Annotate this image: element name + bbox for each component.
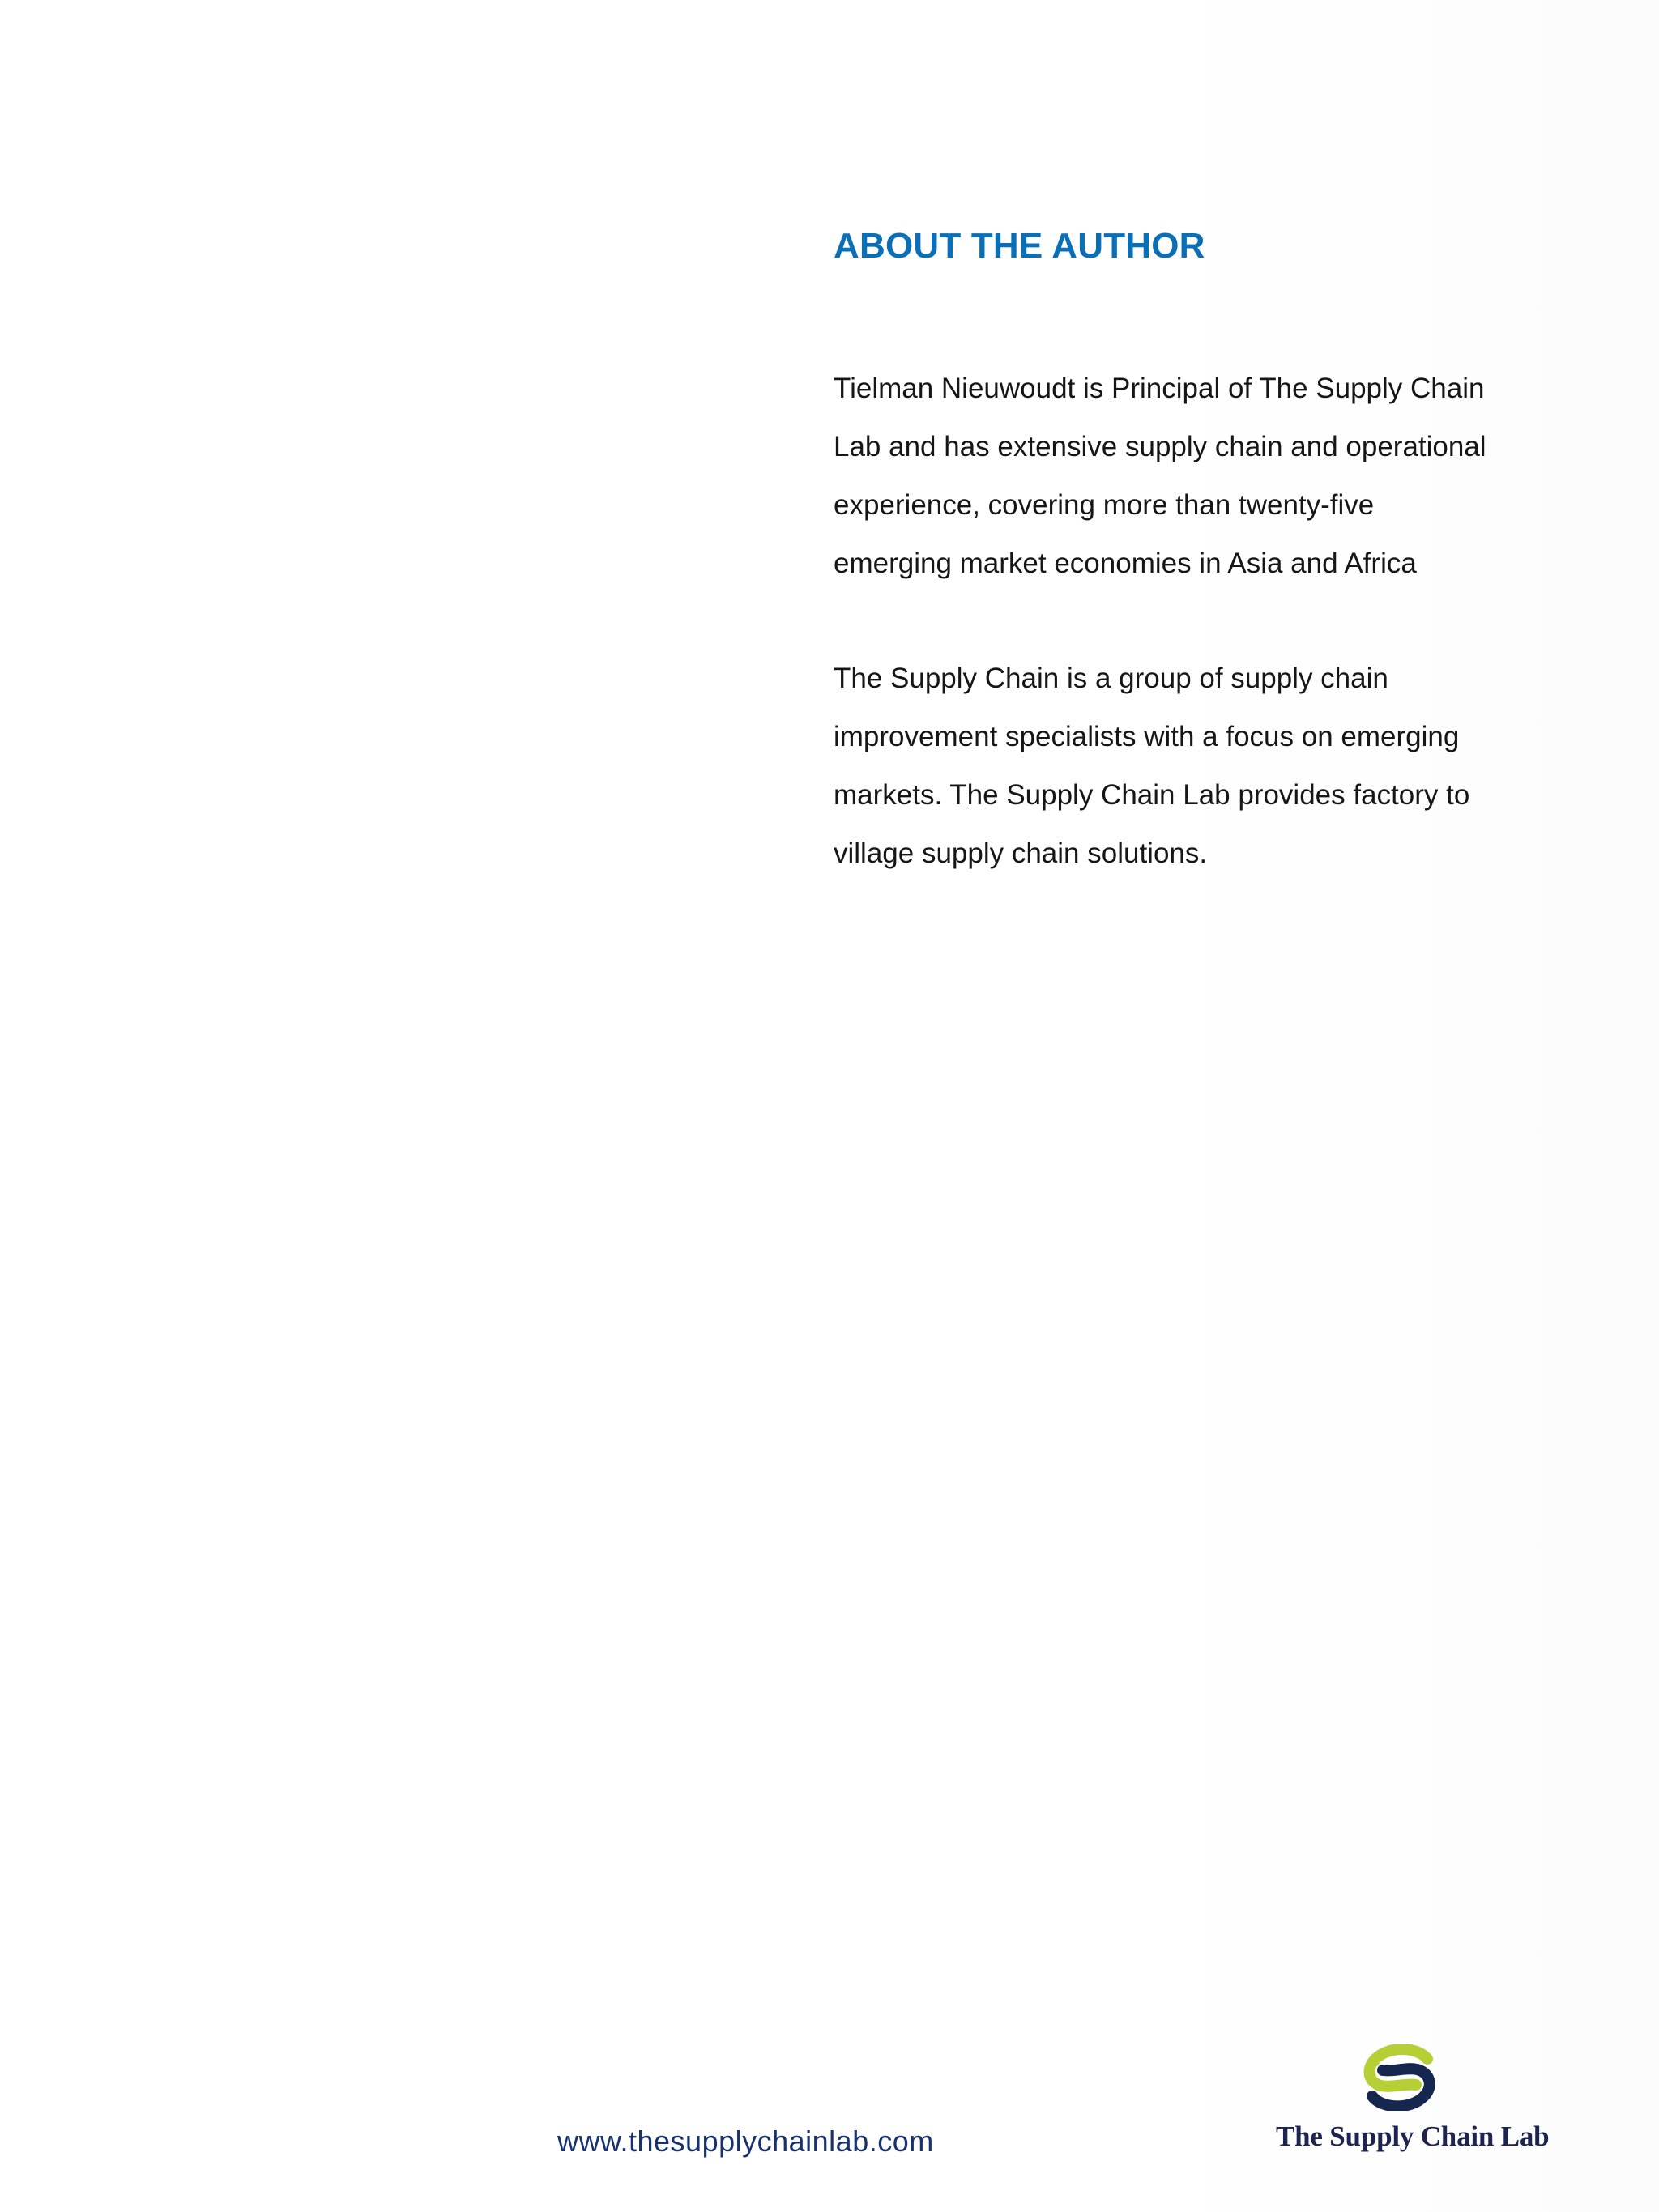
company-description-line: markets. The Supply Chain Lab provides factory to xyxy=(834,779,1470,812)
page-title: ABOUT THE AUTHOR xyxy=(834,226,1205,266)
author-bio-line: Tielman Nieuwoudt is Principal of The Supply Chain xyxy=(834,373,1485,405)
author-bio-line: experience, covering more than twenty-five xyxy=(834,489,1375,522)
author-bio-line: Lab and has extensive supply chain and operational xyxy=(834,431,1486,463)
company-description-line: The Supply Chain is a group of supply chain xyxy=(834,663,1388,695)
company-description-line: village supply chain solutions. xyxy=(834,837,1208,870)
about-author-section xyxy=(834,227,1563,883)
author-bio-line: emerging market economies in Asia and Africa xyxy=(834,548,1417,580)
author-bio-paragraph xyxy=(834,360,1563,593)
logo-wordmark: The Supply Chain Lab xyxy=(1276,2120,1550,2152)
company-description-line: improvement specialists with a focus on emerging xyxy=(834,721,1460,753)
supply-chain-lab-logo-icon xyxy=(1361,2044,1439,2111)
company-logo xyxy=(1270,2036,1550,2158)
website-link[interactable]: www.thesupplychainlab.com xyxy=(557,2125,934,2158)
company-description-paragraph xyxy=(834,650,1563,883)
